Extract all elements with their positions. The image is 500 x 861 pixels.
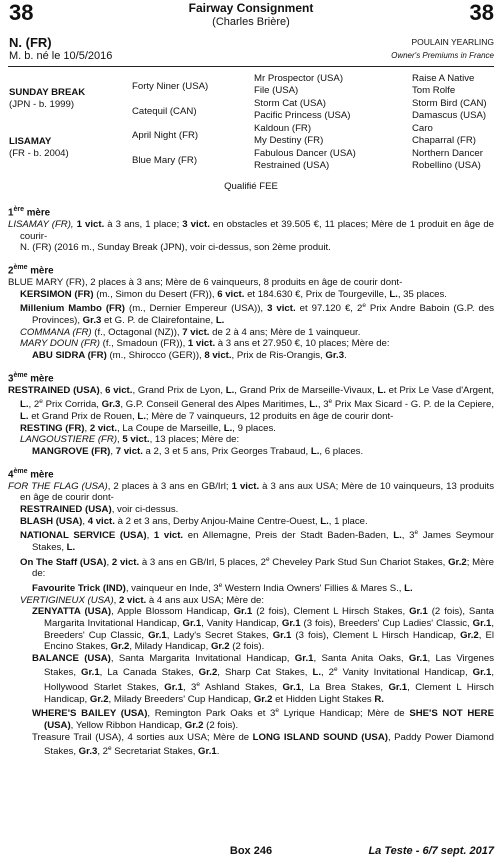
pedigree-g3: Fabulous Dancer (USA) [254, 148, 356, 159]
pedigree-g3: Restrained (USA) [254, 160, 330, 171]
catalogue-page [8, 0, 494, 766]
produce-entry: MANGROVE (FR), 7 vict. a 2, 3 et 5 ans, Prix Georges Trabaud, L., 6 places. [32, 445, 364, 457]
sale-info: La Teste - 6/7 sept. 2017 [368, 845, 494, 857]
produce-entry: KERSIMON (FR) (m., Simon du Desert (FR)), 6 vict. et 184.630 €, Prix de Tourgeville, L., 35 places. [20, 288, 447, 300]
pedigree-g2: Catequil (CAN) [132, 106, 197, 117]
pedigree-g3: Pacific Princess (USA) [254, 110, 351, 121]
owners-premium: Owner's Premiums in France [391, 51, 494, 60]
produce-entry: LISAMAY (FR), 1 vict. à 3 ans, 1 place; 3 vict. en obstacles et 39.505 €, 11 places; Mère de 1 produit en âge de courir- [8, 219, 495, 242]
lot-number-left: 38 [9, 0, 34, 25]
dam-section [8, 466, 494, 759]
produce-entry: VERTIGINEUX (USA), 2 vict. à 4 ans aux USA; Mère de: [20, 594, 265, 606]
consignor-agent: (Charles Brière) [212, 16, 290, 28]
horse-name: N. (FR) [9, 35, 52, 50]
dam-info: (FR - b. 2004) [9, 148, 69, 159]
section-heading: 3ème mère [8, 371, 54, 384]
pedigree-g4: Damascus (USA) [412, 110, 487, 121]
consignor-name: Fairway Consignment [188, 1, 314, 15]
pedigree-g2: Blue Mary (FR) [132, 155, 198, 166]
sire-name: SUNDAY BREAK [9, 87, 86, 98]
pedigree-g4: Robellino (USA) [412, 160, 481, 171]
horse-birth: M. b. né le 10/5/2016 [9, 50, 113, 62]
produce-entry: BALANCE (USA), Santa Margarita Invitational Handicap, Gr.1, Santa Anita Oaks, Gr.1, Las Virgenes Stakes, Gr.1, La Canada Stakes, Gr.2, Sharp Cat Stakes, L., 2e Vanity Invitational Handicap, Gr.1, Hollywood Starlet Stakes, Gr.1, 3e Ashland Stakes, Gr.1, La Brea Stakes, Gr.1, Clement L Hirsch Handicap, Gr.2, Milady Breeders' Cup Handicap, Gr.2 et Hidden Light Stakes R. [32, 652, 495, 705]
horse-header [8, 33, 494, 67]
produce-entry: WHERE'S BAILEY (USA), Remington Park Oaks et 3e Lyrique Handicap; Mère de SHE'S NOT HERE (USA), Yellow Ribbon Handicap, Gr.2 (2 fois). [32, 707, 495, 732]
pedigree-g2: April Night (FR) [132, 130, 199, 141]
produce-entry: Favourite Trick (IND), vainqueur en Inde, 3e Western India Owners' Fillies & Mares S., L. [32, 581, 413, 595]
produce-entry: On The Staff (USA), 2 vict. à 3 ans en GB/Irl, 5 places, 2e Cheveley Park Stud Sun Chariot Stakes, Gr.2; Mère de: [20, 555, 494, 580]
dam-produce-sections [8, 204, 494, 758]
dam-name: LISAMAY [9, 136, 52, 147]
produce-entry: RESTRAINED (USA), 6 vict., Grand Prix de Lyon, L., Grand Prix de Marseille-Vivaux, L. et Prix Le Vase d'Argent, L., 2e Prix Corrida, Gr.3, G.P. Conseil General des Alpes Maritimes, L., 3e Prix Max Sicard - G. P. de la Cepiere, L. et Grand Prix de Rouen, L.; Mère de 7 vainqueurs, 12 produits en âge de courir dont- [8, 384, 494, 423]
pedigree-g3: File (USA) [254, 85, 299, 96]
pedigree-g4: Storm Bird (CAN) [412, 98, 487, 109]
produce-entry: BLUE MARY (FR), 2 places à 3 ans; Mère de 6 vainqueurs, 8 produits en âge de courir dont- [8, 277, 403, 289]
produce-entry: LANGOUSTIERE (FR), 5 vict., 13 places; Mère de: [20, 434, 240, 446]
pedigree-g2: Forty Niner (USA) [132, 81, 209, 92]
produce-entry: Millenium Mambo (FR) (m., Dernier Empereur (USA)), 3 vict. et 97.120 €, 2e Prix Andre Baboin (G.P. des Provinces), Gr.3 et G. P. de Clairefontaine, L. [20, 302, 495, 327]
produce-entry: N. (FR) (2016 m., Sunday Break (JPN), voir ci-dessus, son 2ème produit. [20, 242, 331, 254]
pedigree-table [8, 73, 494, 178]
produce-entry: NATIONAL SERVICE (USA), 1 vict. en Allemagne, Preis der Stadt Baden-Baden, L., 3e James Seymour Stakes, L. [20, 529, 495, 553]
pedigree-g3: Kaldoun (FR) [254, 123, 312, 134]
produce-entry: RESTRAINED (USA), voir ci-dessus. [20, 504, 179, 516]
produce-entry: ABU SIDRA (FR) (m., Shirocco (GER)), 8 vict., Prix de Ris-Orangis, Gr.3. [32, 349, 347, 361]
section-heading: 1ère mère [8, 205, 51, 219]
pedigree-g4: Raise A Native [412, 73, 475, 84]
consignor-block [8, 1, 494, 29]
produce-entry: MARY DOUN (FR) (f., Smadoun (FR)), 1 vict. à 3 ans et 27.950 €, 10 places; Mère de: [20, 338, 390, 350]
dam-section [8, 262, 494, 362]
pedigree-g4: Chaparral (FR) [412, 135, 476, 146]
produce-entry: ZENYATTA (USA), Apple Blossom Handicap, Gr.1 (2 fois), Clement L Hirsch Stakes, Gr.1 (2 fois), Santa Margarita Invitational Handicap, Gr.1, Vanity Handicap, Gr.1 (3 fois), Breeders' Cup Ladies' Classic, Gr.1, Breeders' Cup Classic, Gr.1, Lady's Secret Stakes, Gr.1 (3 fois), Clement L Hirsch Handicap, Gr.2, El Encino Stakes, Gr.2, Milady Handicap, Gr.2 (2 fois). [32, 606, 495, 653]
pedigree-g4: Tom Rolfe [412, 85, 456, 96]
lot-number-right: 38 [469, 0, 494, 25]
pedigree-g4: Caro [412, 123, 433, 134]
section-heading: 4ème mère [8, 467, 54, 480]
pedigree-g3: Storm Cat (USA) [254, 98, 326, 109]
section-heading: 2ème mère [8, 263, 54, 277]
produce-entry: COMMANA (FR) (f., Octagonal (NZ)), 7 vict. de 2 à 4 ans; Mère de 1 vainqueur. [20, 326, 361, 338]
dam-section [8, 204, 494, 254]
pedigree-g4: Northern Dancer [412, 148, 483, 159]
produce-entry: RESTING (FR), 2 vict., La Coupe de Marseille, L., 9 places. [20, 422, 276, 434]
page-footer [8, 845, 494, 859]
produce-entry: Treasure Trail (USA), 4 sorties aux USA; Mère de LONG ISLAND SOUND (USA), Paddy Power Diamond Stakes, Gr.3, 2e Secretariat Stakes, Gr.1. [32, 731, 494, 758]
produce-entry: BLASH (USA), 4 vict. à 2 et 3 ans, Derby Anjou-Maine Centre-Ouest, L., 1 place. [20, 515, 368, 527]
horse-category: POULAIN YEARLING [411, 37, 494, 47]
page-header [8, 0, 494, 33]
sire-info: (JPN - b. 1999) [9, 99, 75, 110]
pedigree-g3: My Destiny (FR) [254, 135, 324, 146]
qualification: Qualifié FEE [224, 181, 278, 192]
produce-entry: FOR THE FLAG (USA), 2 places à 3 ans en GB/Irl; 1 vict. à 3 ans aux USA; Mère de 10 vainqueurs, 13 produits en âge de courir dont- [8, 480, 494, 504]
dam-section [8, 370, 494, 458]
box-number: Box 246 [229, 845, 273, 857]
pedigree-g3: Mr Prospector (USA) [254, 73, 344, 84]
